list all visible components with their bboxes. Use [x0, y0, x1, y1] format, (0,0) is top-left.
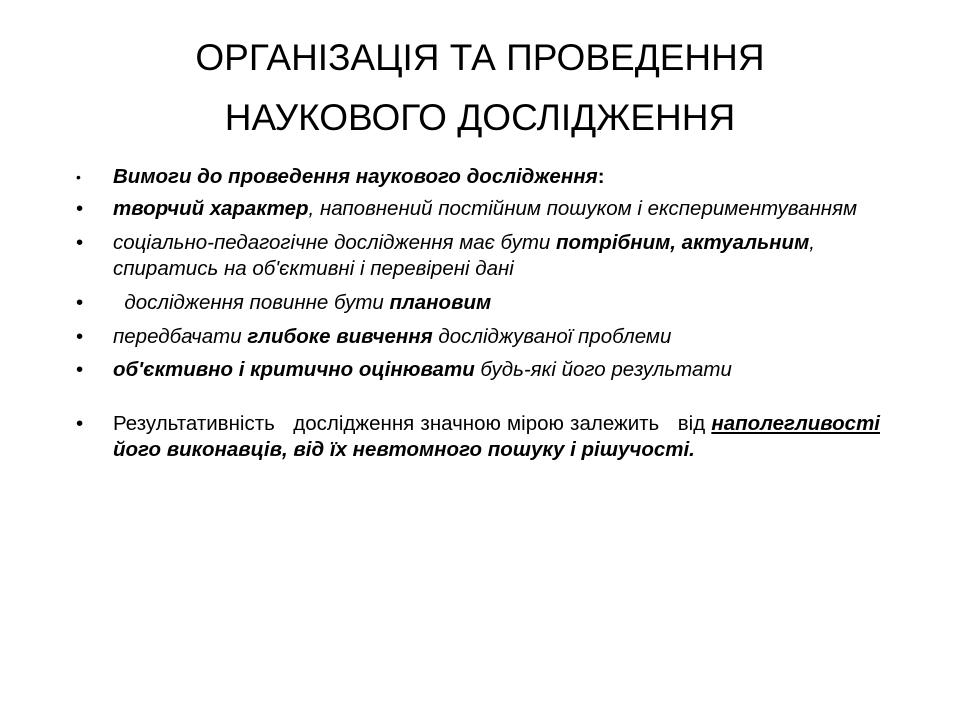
bullet-relevance [72, 230, 880, 282]
bullet-icon: • [76, 358, 84, 381]
requirements-heading-colon: : [597, 165, 605, 188]
effectiveness-plain: Результативність дослідження значною мірою залежить від [113, 412, 712, 435]
effectiveness-bold: його виконавців, від їх невтомного пошуку і рішучості [113, 438, 690, 461]
bullet-icon: • [76, 412, 84, 435]
bullet-icon: • [76, 231, 84, 254]
relevance-text-b: , спиратись на об'єктивні і перевірені дані [113, 231, 815, 280]
objective-evaluation-text: будь-які його результати [474, 358, 732, 381]
slide-title-line-1: ОРГАНІЗАЦІЯ ТА ПРОВЕДЕННЯ [195, 37, 765, 78]
slide-title [0, 28, 960, 148]
requirements-heading-text: Вимоги до проведення наукового дослідження [113, 165, 598, 188]
planned-bold: плановим [389, 291, 492, 314]
bullet-planned [72, 290, 880, 316]
bullet-requirements-heading [72, 164, 880, 190]
bullet-creative-character [72, 196, 880, 222]
creative-character-bold: творчий характер [113, 197, 309, 220]
slide-title-line-2: НАУКОВОГО ДОСЛІДЖЕННЯ [224, 97, 736, 138]
effectiveness-underlined: наполегливості [711, 412, 880, 435]
deep-study-text-b: досліджуваної проблеми [432, 325, 672, 348]
creative-character-rest: , наповнений постійним пошуком і експериментуванням [308, 197, 858, 220]
bullet-icon: • [76, 169, 81, 185]
bullet-list [72, 164, 880, 463]
bullet-objective-evaluation [72, 357, 880, 383]
deep-study-text-a: передбачати [113, 325, 248, 348]
bullet-deep-study [72, 324, 880, 350]
objective-evaluation-bold: об'єктивно і критично оцінювати [113, 358, 475, 381]
planned-text: дослідження повинне бути [124, 291, 390, 314]
bullet-effectiveness [72, 411, 880, 463]
effectiveness-end: . [689, 438, 695, 461]
bullet-icon: • [76, 325, 84, 348]
deep-study-bold: глибоке вивчення [247, 325, 433, 348]
bullet-icon: • [76, 197, 84, 220]
relevance-text-a: соціально-педагогічне дослідження має бути [113, 231, 557, 254]
bullet-icon: • [76, 291, 84, 314]
relevance-bold: потрібним, актуальним [556, 231, 810, 254]
